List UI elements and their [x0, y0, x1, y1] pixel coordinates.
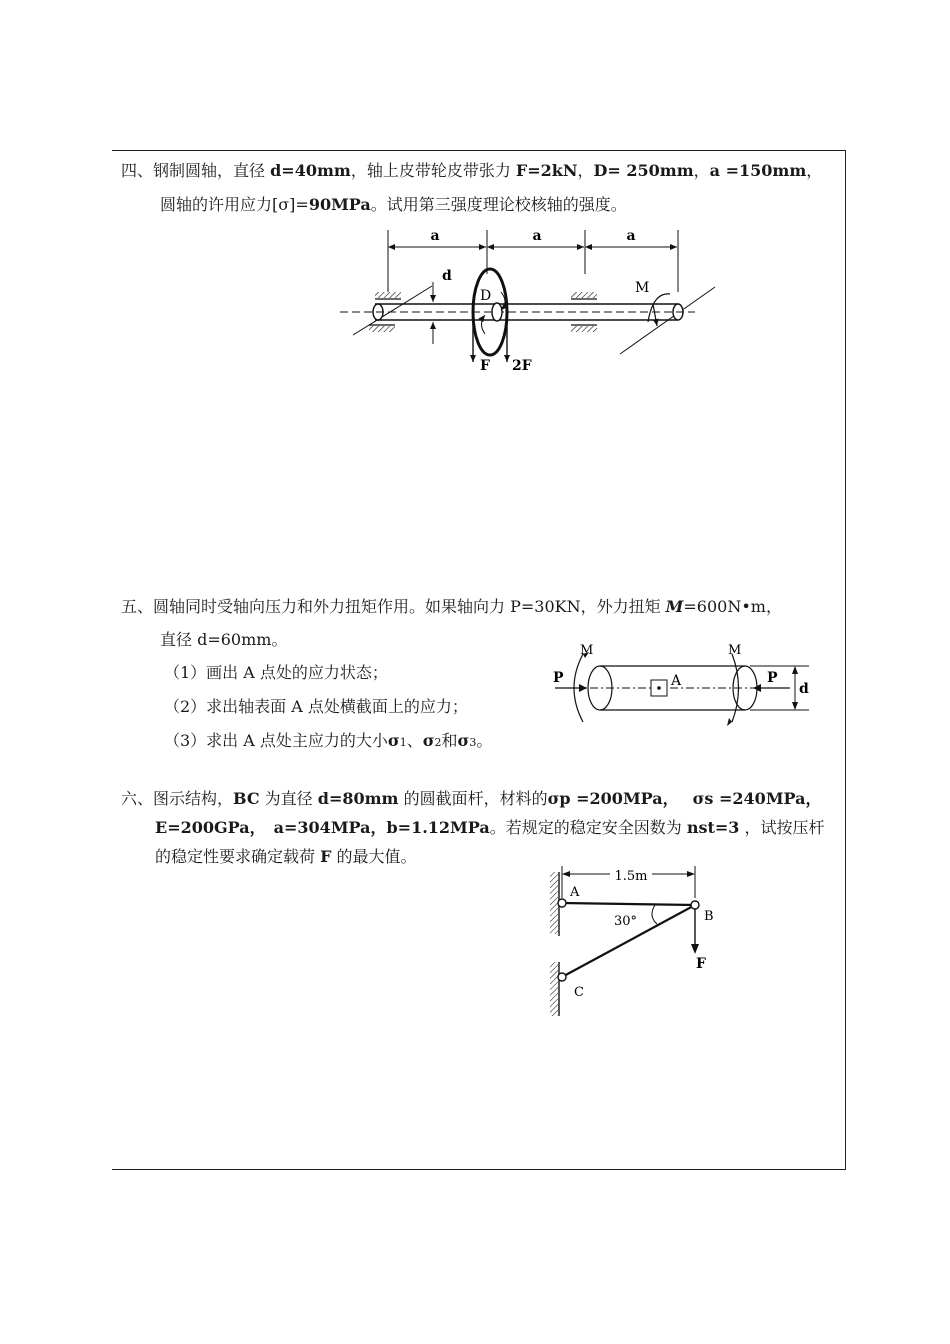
- label-B: B: [704, 909, 714, 924]
- p4-D: D= 250mm: [593, 161, 694, 180]
- label-C: C: [574, 985, 584, 1000]
- dim-1-5m: 1.5m: [614, 869, 648, 884]
- p4-end: ，: [806, 161, 823, 180]
- p5-i3a: （3）求出 A 点处主应力的大小: [164, 731, 388, 750]
- p5-sep: 、: [406, 731, 423, 750]
- p6-l1a: 六、图示结构，: [121, 789, 234, 808]
- problem5-line1: [121, 596, 782, 618]
- p6-l1b: BC: [233, 789, 260, 808]
- p5-3: 3: [469, 736, 477, 749]
- label-d: d: [442, 268, 452, 284]
- label-F: F: [480, 358, 490, 374]
- p4-d: d=40mm: [270, 161, 351, 180]
- label-D: D: [480, 288, 492, 304]
- p4-F: F=2kN: [515, 161, 578, 180]
- label-P-right: P: [767, 670, 778, 686]
- angle-30: 30°: [614, 914, 638, 929]
- p6-sp: σp: [547, 789, 571, 808]
- p5-end: 。: [476, 731, 493, 750]
- p6-l2d: ，试按压杆: [739, 818, 825, 837]
- p5-s3: σ: [457, 731, 470, 750]
- dim-a1: a: [430, 228, 440, 244]
- p6-l1e: 的圆截面杆，材料的: [398, 789, 548, 808]
- p6-l2a: E=200GPa，: [155, 818, 266, 837]
- p6-l3b: 的最大值。: [331, 847, 417, 866]
- p4-mid: ，轴上皮带轮皮带张力: [350, 161, 516, 180]
- p4-l2a: 圆轴的许用应力[σ]=: [160, 195, 309, 214]
- label-A: A: [671, 673, 682, 689]
- p5-s1: σ: [387, 731, 400, 750]
- p5-2: 2: [434, 736, 442, 749]
- problem5-item2: （2）求出轴表面 A 点处横截面上的应力；: [164, 697, 468, 716]
- label-F: F: [696, 956, 706, 972]
- dim-a2: a: [532, 228, 542, 244]
- p4-sep2: ，: [693, 161, 710, 180]
- problem6-truss-figure: [540, 858, 730, 1023]
- p4-l2b: 90MPa: [308, 195, 371, 214]
- p5-l1: 五、圆轴同时受轴向压力和外力扭矩作用。如果轴向力 P=30KN，外力扭矩: [121, 597, 666, 616]
- problem6-line2: [155, 817, 825, 839]
- p6-l1g: =240MPa，: [713, 789, 822, 808]
- p6-l3a: 的稳定性要求确定载荷: [155, 847, 321, 866]
- label-A: A: [570, 885, 580, 900]
- problem5-item3: [164, 730, 492, 754]
- p5-l1end: =600N•m，: [683, 597, 782, 616]
- p6-l1f: =200MPa，: [570, 789, 679, 808]
- p5-M: M: [665, 597, 684, 616]
- p5-s2: σ: [422, 731, 435, 750]
- problem4-shaft-figure: [335, 222, 725, 382]
- bottom-rule: [112, 1169, 846, 1170]
- p6-l2c: 。若规定的稳定安全因数为: [489, 818, 687, 837]
- problem5-shaft-figure: [545, 638, 820, 743]
- label-M-left: M: [580, 643, 594, 658]
- problem6-line3: [155, 846, 417, 868]
- p4-sep1: ，: [577, 161, 594, 180]
- p4-l2c: 。试用第三强度理论校核轴的强度。: [370, 195, 627, 214]
- p6-l2b: a=304MPa，b=1.12MPa: [273, 818, 490, 837]
- label-M-right: M: [728, 643, 742, 658]
- problem6-line1: [121, 788, 822, 810]
- label-2F: 2F: [512, 358, 532, 374]
- problem5-line2: 直径 d=60mm。: [160, 630, 288, 649]
- problem4-line2: [160, 194, 627, 216]
- p5-1: 1: [399, 736, 407, 749]
- p4-prefix: 四、钢制圆轴，直径: [121, 161, 271, 180]
- p6-l1c: 为直径: [259, 789, 318, 808]
- dim-a3: a: [626, 228, 636, 244]
- p6-n: nst=3: [686, 818, 740, 837]
- label-P-left: P: [553, 670, 564, 686]
- p6-l1d: d=80mm: [317, 789, 399, 808]
- p4-a: a =150mm: [709, 161, 807, 180]
- problem4-line1: [121, 160, 822, 182]
- p5-and: 和: [441, 731, 458, 750]
- label-d: d: [799, 681, 809, 697]
- problem5-item1: （1）画出 A 点处的应力状态；: [164, 663, 388, 682]
- label-M: M: [635, 280, 650, 296]
- p6-ss: σs: [692, 789, 714, 808]
- p6-F: F: [320, 847, 332, 866]
